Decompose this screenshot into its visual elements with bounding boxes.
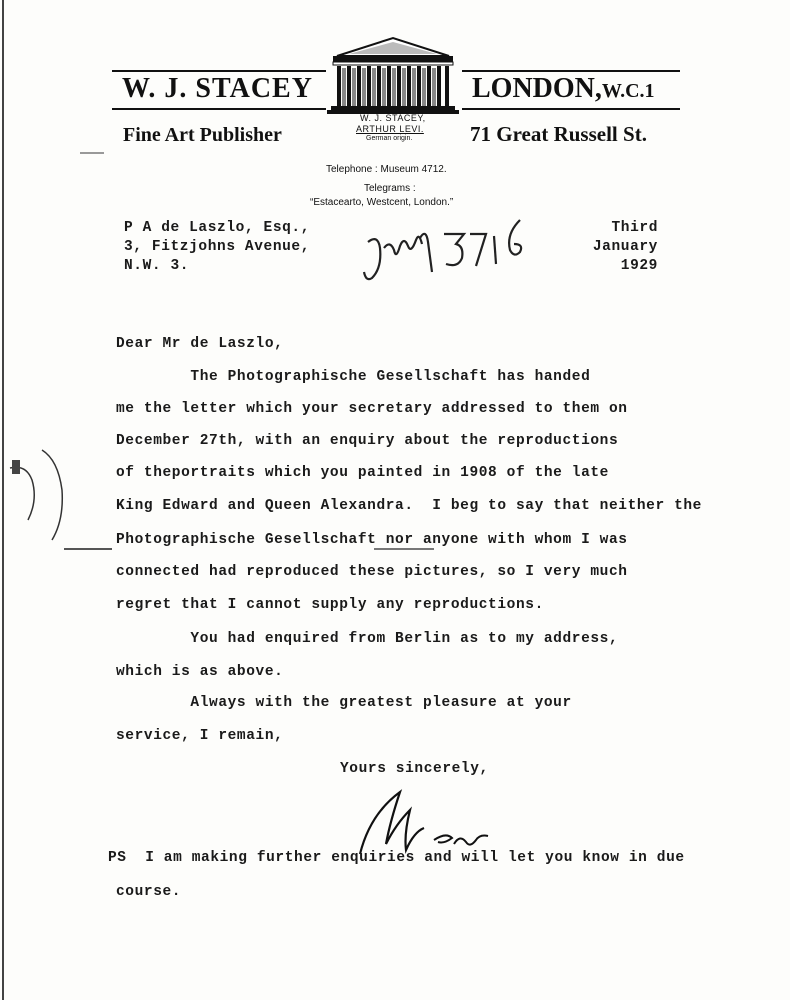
body-line-7: connected had reproduced these pictures, so I very much: [116, 564, 628, 580]
date-line-2: January: [592, 239, 658, 255]
letterhead-city-box: [462, 70, 680, 110]
body-line-11: Always with the greatest pleasure at your: [116, 695, 572, 711]
letterhead-city-text: LONDON,: [472, 73, 602, 104]
recipient-line-3: N.W. 3.: [124, 258, 190, 274]
scan-edge: [2, 0, 4, 1000]
body-line-6: Photographische Gesellschaft nor anyone with whom I was: [116, 532, 628, 548]
letterhead-trade: Fine Art Publisher: [123, 124, 282, 146]
body-line-4: of theportraits which you painted in 1908 of the late: [116, 465, 609, 481]
museum-building-icon: [327, 36, 459, 114]
letterhead-name-box: [112, 70, 326, 110]
letterhead-city: [472, 73, 655, 105]
punch-hole-mark: [6, 440, 66, 550]
filing-note-ink: [360, 212, 530, 284]
letterhead-telegrams-address: “Estacearto, Westcent, London.”: [310, 197, 454, 208]
letterhead-telephone: Telephone : Museum 4712.: [326, 164, 447, 175]
body-line-3: December 27th, with an enquiry about the reproductions: [116, 433, 619, 449]
postscript-line-2: course.: [116, 884, 182, 900]
body-line-1: The Photographische Gesellschaft has handed: [116, 369, 591, 385]
closing: Yours sincerely,: [340, 761, 489, 777]
letterhead-owner-2: ARTHUR LEVI.: [356, 124, 424, 134]
recipient-line-1: P A de Laszlo, Esq.,: [124, 220, 311, 236]
body-line-12: service, I remain,: [116, 728, 284, 744]
date-line-1: Third: [611, 220, 658, 236]
body-line-8: regret that I cannot supply any reproductions.: [116, 597, 544, 613]
scan-artifact-line: [64, 548, 112, 550]
body-line-10: which is as above.: [116, 664, 284, 680]
body-line-5: King Edward and Queen Alexandra. I beg to say that neither the: [116, 498, 702, 514]
letterhead-street: 71 Great Russell St.: [470, 122, 647, 146]
body-line-2: me the letter which your secretary addressed to them on: [116, 401, 628, 417]
body-line-9: You had enquired from Berlin as to my address,: [116, 631, 619, 647]
letterhead-owner-1: W. J. STACEY,: [360, 113, 426, 123]
letterhead-district: W.C.1: [601, 80, 655, 102]
letterhead-name: W. J. STACEY: [122, 73, 313, 104]
recipient-line-2: 3, Fitzjohns Avenue,: [124, 239, 311, 255]
postscript-line-1: PS I am making further enquiries and will let you know in due: [108, 850, 685, 866]
letterhead-telegrams-label: Telegrams :: [364, 183, 416, 194]
scan-artifact-line: [374, 548, 434, 550]
scan-artifact-line: [80, 152, 104, 154]
salutation: Dear Mr de Laszlo,: [116, 336, 284, 352]
date-line-3: 1929: [620, 258, 658, 274]
letterhead-owner-origin: German origin.: [366, 135, 413, 142]
